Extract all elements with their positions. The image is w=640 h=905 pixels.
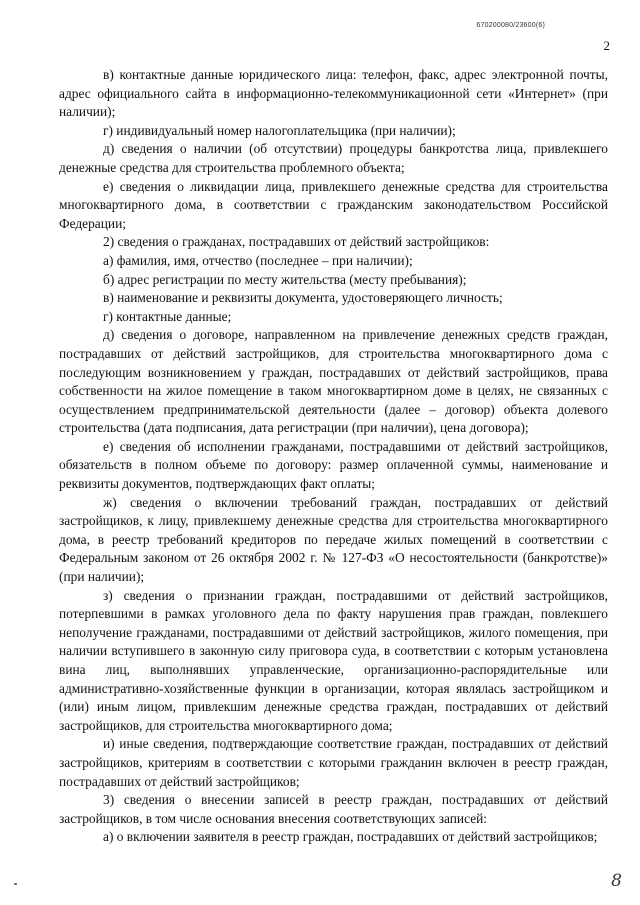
scan-mark bbox=[14, 883, 17, 885]
paragraph-bankruptcy-procedure: д) сведения о наличии (об отсутствии) процедуры банкротства лица, привлекшего денежные средства для строительства проблемного объекта; bbox=[59, 141, 608, 175]
paragraph-registry-entries: 3) сведения о внесении записей в реестр граждан, пострадавших от действий застройщиков, в том числе основания внесения соответствующих записей: bbox=[59, 792, 608, 826]
paragraph-other-info: и) иные сведения, подтверждающие соответствие граждан, пострадавших от действий застройщиков, критериям в соответствии с которыми гражданин включен в реестр граждан, пострадавших от действий застройщиков; bbox=[59, 736, 608, 789]
paragraph-applicant-inclusion: а) о включении заявителя в реестр граждан, пострадавших от действий застройщиков; bbox=[103, 829, 598, 845]
paragraph-creditor-claims: ж) сведения о включении требований граждан, пострадавших от действий застройщиков, к лицу, привлекшему денежные средства для строительства многоквартирного дома, в реестр требований кредиторов по передаче жилых помещений в соответствии с Федеральным законом от 26 октября 2002 г. № 127-ФЗ «О несостоятельности (банкротстве)» (при наличии); bbox=[59, 494, 608, 585]
paragraph-payment-obligations: е) сведения об исполнении гражданами, пострадавшими от действий застройщиков, обязательств в полном объеме по договору: размер оплаченной суммы, наименование и реквизиты документов, подтверждающих факт оплаты; bbox=[59, 438, 608, 492]
page-number: 2 bbox=[603, 38, 610, 53]
paragraph-victim-recognition: з) сведения о признании граждан, пострадавшими от действий застройщиков, потерпевшими в рамках уголовного дела по факту нарушения прав граждан, повлекшего неполучение гражданами, пострадавшими от действий застройщиков, жилого помещения, при наличии вступившего в законную силу приговора суда, в соответствии с которым установлена вина лиц, выполнявших управленческие, организационно-распорядительные или административно-хозяйственные функции в организации, которая являлась застройщиком и (или) иным лицом, привлекшим денежные средства граждан, пострадавших от действий застройщиков, для строительства многоквартирного дома; bbox=[59, 587, 608, 733]
document-body bbox=[59, 66, 608, 847]
paragraph-contact-info: г) контактные данные; bbox=[103, 308, 232, 324]
paragraph-citizens-info: 2) сведения о гражданах, пострадавших от действий застройщиков: bbox=[103, 234, 490, 250]
paragraph-contact-data: в) контактные данные юридического лица: телефон, факс, адрес электронной почты, адрес официального сайта в информационно-телекоммуникационной сети «Интернет» (при наличии); bbox=[59, 67, 608, 120]
paragraph-liquidation: е) сведения о ликвидации лица, привлекшего денежные средства для строительства многоквартирного дома, в соответствии с гражданским законодательством Российской Федерации; bbox=[59, 178, 608, 231]
paragraph-tax-number: г) индивидуальный номер налогоплательщика (при наличии); bbox=[103, 122, 456, 138]
document-code: 670200080/23600(6) bbox=[476, 22, 545, 29]
paragraph-registration-address: б) адрес регистрации по месту жительства (месту пребывания); bbox=[103, 271, 467, 287]
paragraph-full-name: а) фамилия, имя, отчество (последнее – при наличии); bbox=[103, 252, 413, 268]
paragraph-identity-document: в) наименование и реквизиты документа, удостоверяющего личность; bbox=[103, 290, 503, 306]
paragraph-contract-info: д) сведения о договоре, направленном на привлечение денежных средств граждан, пострадавших от действий застройщиков, для строительства многоквартирного дома с последующим возникновением у граждан, пострадавших от действий застройщиков, права собственности на жилое помещение в таком многоквартирном доме в целях, не связанных с осуществлением предпринимательской деятельности (далее – договор) объекта долевого строительства (дата подписания, дата регистрации (при наличии), цена договора); bbox=[59, 327, 608, 436]
handwritten-page-mark: 8 bbox=[611, 871, 622, 891]
